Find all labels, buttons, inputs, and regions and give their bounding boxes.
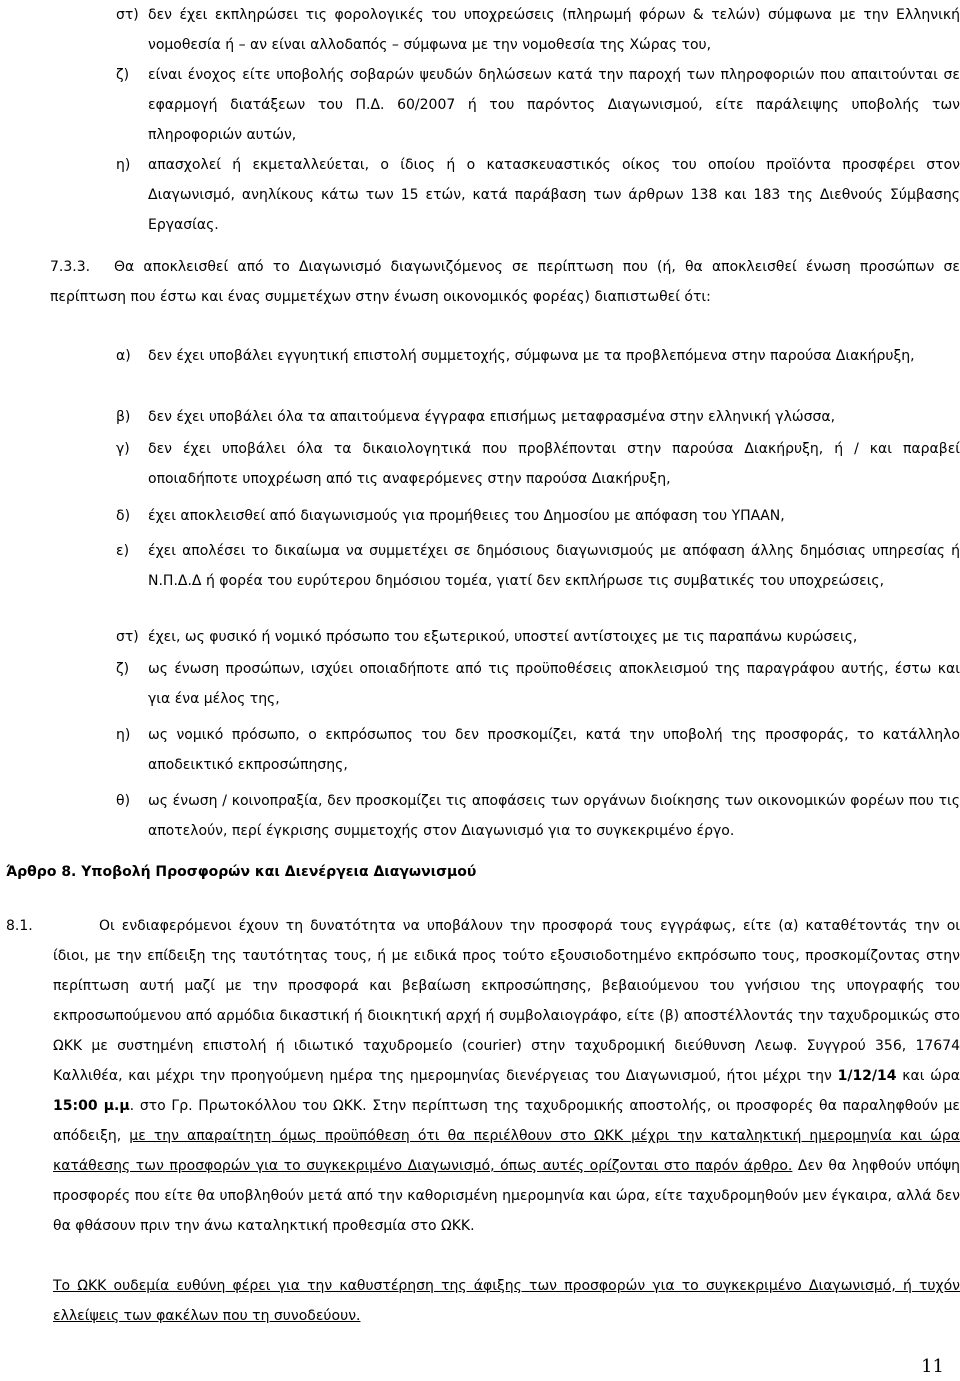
section-number: 7.3.3. — [50, 259, 91, 275]
list-item-label: η) — [116, 727, 131, 743]
list-item-label: α) — [116, 348, 131, 364]
list-item-i — [116, 150, 960, 240]
section-8-1 — [6, 911, 960, 1241]
section-body — [6, 911, 960, 1241]
section-text-p4: Δεν θα ληφθούν υπόψη προσφορές που είτε θα υποβληθούν μετά από την καθορισμένη ημερομηνία και ώρα, είτε ταχυδρομηθούν μεν έγκαιρα, αλλά δεν θα φθάσουν πριν την άνω καταληκτική προθεσμία στο ΩΚΚ. — [53, 1158, 960, 1234]
section-text-p1: Οι ενδιαφερόμενοι έχουν τη δυνατότητα να υποβάλουν την προσφορά τους εγγράφως, είτε (α) καταθέτοντάς την οι ίδιοι, με την επίδειξη της ταυτότητας τους, ή με ειδικά προς τούτο εξουσιοδοτημένο εκπρόσωπο τους, προσκομίζοντας στην περίπτωση αυτή μαζί με την προσφορά και βεβαίωση εκπροσώπησης, βεβαιούμενου του γνήσιου της υπογραφής του εκπροσωπούμενου από αρμόδια δικαστική ή διοικητική αρχή ή συμβολαιογράφο, είτε (β) αποστέλλοντάς την ταχυδρομικώς στο ΩΚΚ με συστημένη επιστολή ή ιδιωτικό ταχυδρομείο (courier) στην ταχυδρομική διεύθυνση Λεωφ. Συγγρού 356, 17674 Καλλιθέα, και μέχρι την προηγούμενη ημέρα της ημερομηνίας διενέργειας του Διαγωνισμού, ήτοι μέχρι την — [53, 918, 960, 1084]
list-item-st — [116, 0, 960, 60]
list-item-e — [116, 536, 960, 596]
list-item-label: στ) — [116, 7, 139, 23]
section-text-p3: . στο Γρ. Πρωτοκόλλου του ΩΚΚ. Στην περίπτωση της ταχυδρομικής αποστολής, οι προσφορές θα παραληφθούν με απόδειξη, — [53, 1098, 960, 1144]
date-separator: / — [847, 1068, 853, 1084]
section-text-p2: και ώρα — [902, 1068, 960, 1084]
list-item-text: δεν έχει υποβάλει εγγυητική επιστολή συμμετοχής, σύμφωνα με τα προβλεπόμενα στην παρούσα Διακήρυξη, — [148, 348, 915, 364]
closing-note: Το ΩΚΚ ουδεμία ευθύνη φέρει για την καθυστέρηση της άφιξης των προσφορών για το συγκεκριμένο Διαγωνισμό, ή τυχόν ελλείψεις των φακέλων που τη συνοδεύουν. — [53, 1278, 960, 1324]
list-item-z — [116, 60, 960, 150]
list-item-label: ε) — [116, 543, 130, 559]
list-item-text: δεν έχει υποβάλει όλα τα δικαιολογητικά που προβλέπονται στην παρούσα Διακήρυξη, ή / και παραβεί οποιαδήποτε υποχρέωση από τις αναφερόμενες στην παρούσα Διακήρυξη, — [148, 441, 960, 487]
section-text: Θα αποκλεισθεί από το Διαγωνισμό διαγωνιζόμενος σε περίπτωση που (ή, θα αποκλεισθεί ένωση προσώπων σε περίπτωση που έστω και ένας συμμετέχων στην ένωση οικονομικός φορέας) διαπιστωθεί ότι: — [50, 259, 960, 305]
list-item-text: είναι ένοχος είτε υποβολής σοβαρών ψευδών δηλώσεων κατά την παροχή των πληροφοριών που απαιτούνται σε εφαρμογή διατάξεων του Π.Δ. 60/2007 ή του παρόντος Διαγωνισμού, είτε παράλειψης υποβολής των πληροφοριών αυτών, — [148, 67, 960, 143]
list-item-text: έχει αποκλεισθεί από διαγωνισμούς για προμήθειες του Δημοσίου με απόφαση του ΥΠΑΑΝ, — [148, 508, 785, 524]
list-item-label: β) — [116, 409, 131, 425]
list-item-i2 — [116, 720, 960, 780]
list-item-a — [116, 341, 960, 371]
article-title: Υποβολή Προσφορών και Διενέργεια Διαγωνισμού — [81, 864, 477, 880]
list-item-b — [116, 402, 960, 432]
list-item-label: ζ) — [116, 67, 130, 83]
list-item-text: ως ένωση / κοινοπραξία, δεν προσκομίζει τις αποφάσεις των οργάνων διοίκησης των οικονομικών φορέων που τις αποτελούν, περί έγκρισης συμμετοχής στον Διαγωνισμό για το συγκεκριμένο έργο. — [148, 793, 960, 839]
list-item-th — [116, 786, 960, 846]
list-item-label: στ) — [116, 629, 139, 645]
date-month: 12 — [852, 1068, 872, 1084]
list-item-text: ως ένωση προσώπων, ισχύει οποιαδήποτε από τις προϋποθέσεις αποκλεισμού της παραγράφου αυτής, έστω και για ένα μέλος της, — [148, 661, 960, 707]
list-item-label: θ) — [116, 793, 131, 809]
date-year: 14 — [877, 1068, 897, 1084]
list-item-text: δεν έχει υποβάλει όλα τα απαιτούμενα έγγραφα επισήμως μεταφρασμένα στην ελληνική γλώσσα, — [148, 409, 836, 425]
page-number: 11 — [921, 1356, 944, 1377]
list-item-text: έχει απολέσει το δικαίωμα να συμμετέχει σε δημόσιους διαγωνισμούς με απόφαση άλλης δημόσιας υπηρεσίας ή Ν.Π.Δ.Δ ή φορέα του ευρύτερου δημόσιου τομέα, γιατί δεν εκπλήρωσε τις συμβατικές του υποχρεώσεις, — [148, 543, 960, 589]
list-item-text: ως νομικό πρόσωπο, ο εκπρόσωπος του δεν προσκομίζει, κατά την υποβολή της προσφοράς, το κατάλληλο αποδεικτικό εκπροσώπησης, — [148, 727, 960, 773]
section-number: 8.1. — [6, 918, 33, 934]
list-item-text: δεν έχει εκπληρώσει τις φορολογικές του υποχρεώσεις (πληρωμή φόρων & τελών) σύμφωνα με την Ελληνική νομοθεσία ή – αν είναι αλλοδαπός – σύμφωνα με την νομοθεσία της Χώρας του, — [148, 7, 960, 53]
underlined-condition: με την απαραίτητη όμως προϋπόθεση ότι θα περιέλθουν στο ΩΚΚ μέχρι την καταληκτική ημερομηνία και ώρα κατάθεσης των προσφορών για το συγκεκριμένο Διαγωνισμό, όπως αυτές ορίζονται στο παρόν άρθρο. — [53, 1128, 960, 1174]
section-7-3-3 — [50, 252, 960, 312]
list-item-st2 — [116, 622, 960, 652]
list-item-label: ζ) — [116, 661, 130, 677]
list-item-label: η) — [116, 157, 131, 173]
deadline-time: 15:00 μ.μ — [53, 1098, 130, 1114]
list-item-text: απασχολεί ή εκμεταλλεύεται, ο ίδιος ή ο κατασκευαστικός οίκος του οποίου προϊόντα προσφέρει στον Διαγωνισμό, ανηλίκους κάτω των 15 ετών, κατά παράβαση των άρθρων 138 και 183 της Διεθνούς Σύμβασης Εργασίας. — [148, 157, 960, 233]
article-8-heading — [6, 857, 476, 887]
list-item-z2 — [116, 654, 960, 714]
article-prefix: Άρθρο 8. — [6, 864, 77, 880]
list-item-d — [116, 501, 960, 531]
list-item-text: έχει, ως φυσικό ή νομικό πρόσωπο του εξωτερικού, υποστεί αντίστοιχες με τις παραπάνω κυρώσεις, — [148, 629, 858, 645]
list-item-label: γ) — [116, 441, 130, 457]
list-item-g — [116, 434, 960, 494]
date-day: 1 — [837, 1068, 848, 1084]
date-separator: / — [871, 1068, 878, 1084]
list-item-label: δ) — [116, 508, 131, 524]
